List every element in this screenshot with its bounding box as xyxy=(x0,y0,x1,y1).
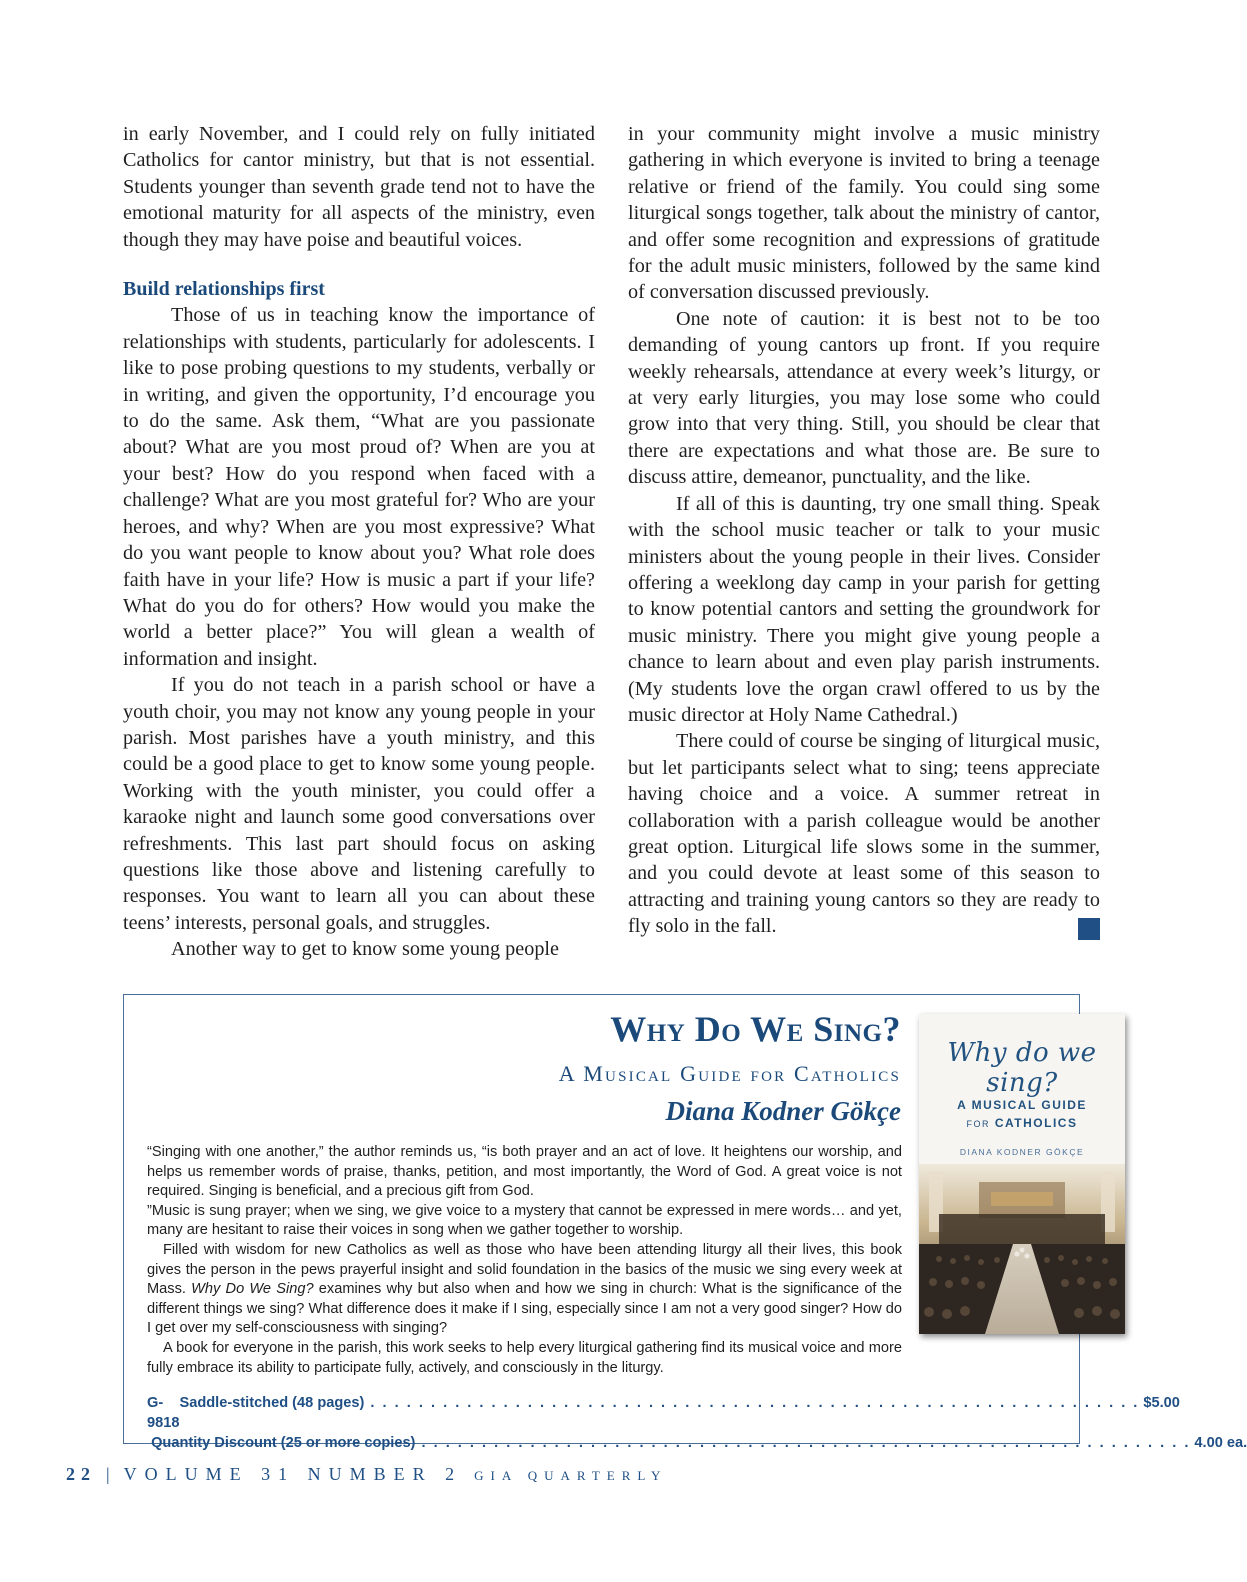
end-of-article-mark xyxy=(1078,918,1100,940)
cathedral-photo xyxy=(919,1164,1125,1334)
cover-subtitle-line: A MUSICAL GUIDE xyxy=(957,1098,1087,1112)
article-paragraph: There could of course be singing of liturgical music, but let participants select what to sing; teens appreciate having choice and a voice. A summer retreat in collaboration with a parish colleague would be another great option. Liturgical life slows some in the summer, and you could devote at least some of this season to attracting and training young cantors so they are ready to fly solo in the fall. xyxy=(628,730,1100,938)
promo-description xyxy=(147,1143,902,1378)
promo-text: Filled with wisdom for new Catholics as well as those who have been attending liturgy all their lives, this book gives the person in the pews prayerful insight and solid foundation in the basics of the music we sing every week at Mass. xyxy=(147,1241,902,1298)
article-right-column xyxy=(628,121,1100,940)
promo-book-title-inline: Why Do We Sing? xyxy=(191,1281,314,1298)
price-row xyxy=(147,1393,1180,1433)
price-list xyxy=(147,1393,1247,1453)
promo-paragraph: “Singing with one another,” the author reminds us, “is both prayer and an act of love. It heightens our worship, and helps us remember words of praise, thanks, petition, and most importantly, the Word of God. A great voice is not required. Singing is beneficial, and a precious gift from God. xyxy=(147,1144,902,1200)
price-leader-dots: . . . . . . . . . . . . . . . . . . . . . . . . . . . . . . . . . . . . . . . . . . . . . . . . . . . . . . . . . . . . . . . . xyxy=(364,1395,1140,1411)
footer-publication: GIA QUARTERLY xyxy=(474,1468,668,1483)
price-item-label: Quantity Discount (25 or more copies) xyxy=(151,1435,416,1451)
promo-title: Why Do We Sing? xyxy=(610,1009,901,1049)
price-item-label: Saddle-stitched (48 pages) xyxy=(179,1395,365,1411)
price-row xyxy=(147,1433,1247,1453)
promo-subtitle: A Musical Guide for Catholics xyxy=(558,1061,901,1086)
article-paragraph: in your community might involve a music ministry gathering in which everyone is invited to bring a teenage relative or friend of the family. You could sing some liturgical songs together, talk about the ministry of cantor, and offer some recognition and expressions of gratitude for the adult music ministers, followed by the same kind of conversation discussed previously. xyxy=(628,123,1100,304)
article-paragraph: Another way to get to know some young people xyxy=(171,938,559,961)
cover-subtitle-line: CATHOLICS xyxy=(994,1116,1078,1130)
footer-volume: VOLUME 31 NUMBER 2 xyxy=(123,1464,463,1484)
price-item-amount: $5.00 xyxy=(1143,1395,1180,1411)
promo-paragraph: A book for everyone in the parish, this work seeks to help every liturgical gathering find its musical voice and more fully embrace its ability to participate fully, actively, and consciously in the liturgy. xyxy=(147,1339,902,1376)
product-code: G-9818 xyxy=(147,1395,180,1431)
page-footer xyxy=(66,1464,667,1485)
cover-author: DIANA KODNER GÖKÇE xyxy=(959,1147,1085,1157)
promo-author: Diana Kodner Gökçe xyxy=(665,1096,901,1126)
section-heading: Build relationships first xyxy=(123,278,325,301)
article-paragraph: One note of caution: it is best not to be too demanding of young cantors up front. If you require weekly rehearsals, attendance at every week’s liturgy, or at very early liturgies, you may lose some who could grow into that very thing. Still, you should be clear that there are expectations and what those are. Be sure to discuss attire, demeanor, punctuality, and the like. xyxy=(628,307,1100,489)
page-number: 22 xyxy=(66,1464,96,1484)
promo-heading xyxy=(559,1007,901,1127)
article-paragraph: If you do not teach in a parish school or have a youth choir, you may not know any young people in your parish. Most parishes have a youth ministry, and this could be a good place to get to know some young people. Working with the youth minister, you could offer a karaoke night and launch some good conversations over refreshments. This last part should focus on asking questions like those above and listening carefully to responses. You want to learn all you can about these teens’ interests, personal goals, and struggles. xyxy=(123,674,595,934)
article-paragraph: in early November, and I could rely on fully initiated Catholics for cantor ministry, but that is not essential. Students younger than seventh grade tend not to have the emotional maturity for all aspects of the ministry, even though they may have poise and beautiful voices. xyxy=(123,123,595,251)
article-left-column xyxy=(123,121,595,963)
cover-subtitle xyxy=(919,1096,1125,1133)
book-cover-image xyxy=(919,1014,1125,1334)
price-item-amount: 4.00 ea. xyxy=(1194,1435,1247,1451)
article-paragraph: If all of this is daunting, try one small thing. Speak with the school music teacher or talk to your music ministers about the young people in their lives. Consider offering a weeklong day camp in your parish for getting to know potential cantors and setting the groundwork for music ministry. There you might give young people a chance to learn about and even play parish instruments. (My students love the organ crawl offered to us by the music director at Holy Name Cathedral.) xyxy=(628,492,1100,726)
promo-paragraph xyxy=(147,1241,902,1339)
article-paragraph: Those of us in teaching know the importance of relationships with students, particularly for adolescents. I like to pose probing questions to my students, verbally or in writing, and given the opportunity, I’d encourage you to do the same. Ask them, “What are you passionate about? What are you most proud of? When are you at your best? How do you respond when faced with a challenge? What are you most grateful for? Who are your heroes, and why? When are you most expressive? What do you want people to know about you? What role does faith have in your life? How is music a part if your life? What do you do for others? How would you make the world a better place?” You will glean a wealth of information and insight. xyxy=(123,304,595,670)
footer-separator: | xyxy=(106,1464,110,1484)
cover-title: Why do we sing? xyxy=(947,1038,1097,1098)
cover-subtitle-for: FOR xyxy=(966,1119,991,1129)
price-leader-dots: . . . . . . . . . . . . . . . . . . . . . . . . . . . . . . . . . . . . . . . . . . . . . . . . . . . . . . . . . . . . . . . . xyxy=(415,1435,1191,1451)
promo-text: examines why but also when and how we sing in church: What is the significance of the different things we sing? What difference does it make if I sing, especially since I am not a very good singer? How do I get over my self-consciousness with singing? xyxy=(147,1281,902,1337)
promo-paragraph: ”Music is sung prayer; when we sing, we give voice to a mystery that cannot be expressed in mere words… and yet, many are hesitant to raise their voices in song when we gather together to worship. xyxy=(147,1202,902,1239)
